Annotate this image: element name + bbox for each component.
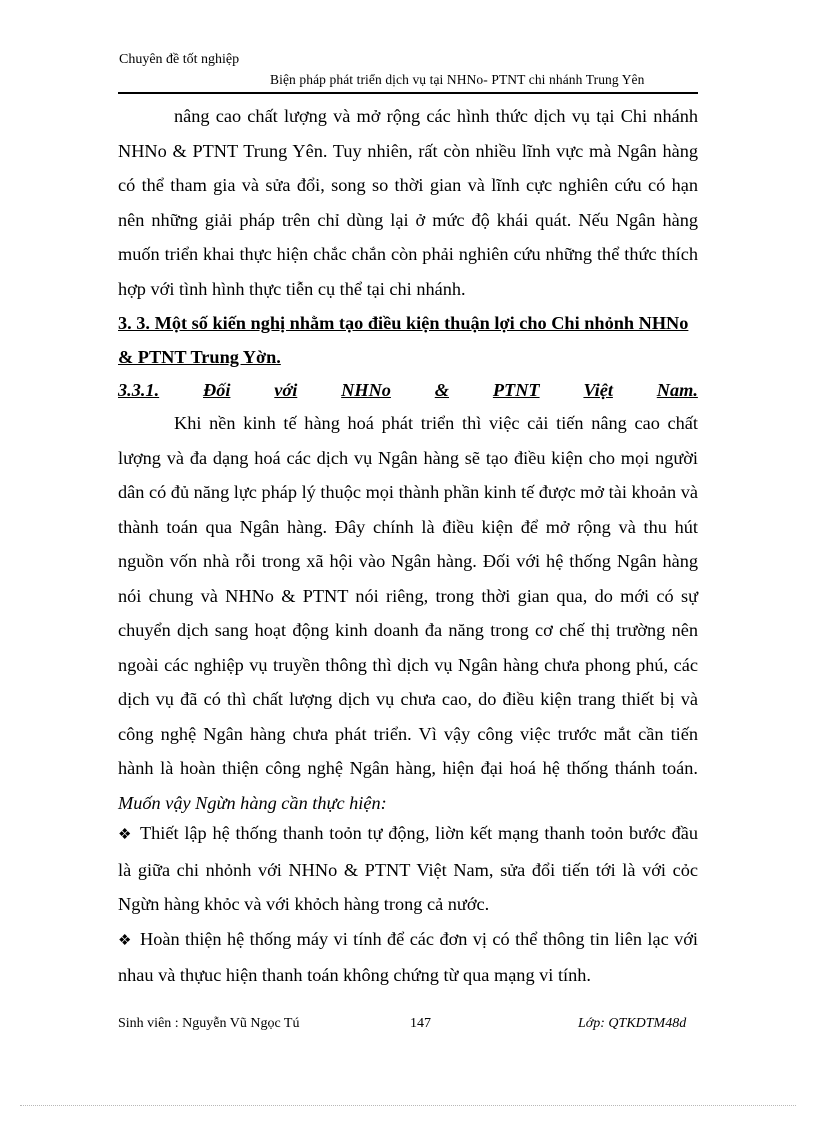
footer-page-number: 147 bbox=[410, 1016, 431, 1031]
heading-word: PTNT bbox=[492, 380, 540, 400]
heading-word: Việt bbox=[583, 380, 613, 400]
paragraph-intro bbox=[118, 99, 698, 306]
bullet-list bbox=[118, 816, 698, 993]
heading-word: & bbox=[434, 380, 450, 400]
list-item bbox=[118, 816, 698, 922]
footer-student: Sinh viên : Nguyễn Vũ Ngọc Tú bbox=[118, 1016, 300, 1031]
diamond-bullet-icon: ❖ bbox=[118, 827, 132, 843]
paragraph-main bbox=[118, 406, 698, 820]
paragraph-2-text bbox=[118, 406, 698, 820]
heading-word: Đối bbox=[203, 380, 231, 400]
section-heading-3-3: 3. 3. Một số kiến nghị nhằm tạo điều kiện thuận lợi cho Chi nhỏnh NHNo & PTNT Trung Yờn. bbox=[118, 313, 689, 367]
paragraph-1-text: nâng cao chất lượng và mở rộng các hình thức dịch vụ tại Chi nhánh NHNo & PTNT Trung Yên. Tuy nhiên, rất còn nhiều lĩnh vực mà Ngân hàng có thể tham gia và sửa đổi, song so thời gian và lĩnh cực nghiên cứu có hạn nên những giải pháp trên chỉ dùng lại ở mức độ khái quát. Nếu Ngân hàng muốn triển khai thực hiện chắc chắn còn phải nghiên cứu những thể thức thích hợp với tình hình thực tiễn cụ thể tại chi nhánh. bbox=[118, 106, 698, 299]
heading-word: NHNo bbox=[341, 380, 391, 400]
paragraph-2-body: Khi nền kinh tế hàng hoá phát triển thì việc cải tiến nâng cao chất lượng và đa dạng hoá các dịch vụ Ngân hàng sẽ tạo điều kiện cho mọi người dân có đủ năng lực pháp lý thuộc mọi thành phần kinh tế được mở tài khoản và thành toán qua Ngân hàng. Đây chính là điều kiện để mở rộng và thu hút nguồn vốn nhà rỗi trong xã hội vào Ngân hàng. Đối với hệ thống Ngân hàng nói chung và NHNo & PTNT nói riêng, trong thời gian qua, do mới có sự chuyển dịch sang hoạt động kinh doanh đa năng trong cơ chế thị trường nên ngoài các nghiệp vụ truyền thông thì dịch vụ Ngân hàng chưa phong phú, các dịch vụ đã có thì chất lượng dịch vụ chưa cao, do điều kiện trang thiết bị và công nghệ Ngân hàng chưa phát triển. Vì vậy công việc trước mắt cần tiến hành là hoàn thiện công nghệ Ngân hàng, hiện đại hoá hệ thống thánh toán. bbox=[118, 413, 698, 778]
header-divider bbox=[118, 92, 698, 94]
heading-number: 3.3.1. bbox=[118, 380, 160, 400]
diamond-bullet-icon: ❖ bbox=[118, 932, 132, 949]
header-title-right: Biện pháp phát triển dịch vụ tại NHNo- PTNT chi nhánh Trung Yên bbox=[270, 72, 645, 87]
paragraph-2-lead: Muốn vậy Ngừn hàng cần thực hiện: bbox=[118, 792, 387, 813]
heading-word: với bbox=[274, 380, 298, 400]
subsection-heading-3-3-1 bbox=[118, 375, 698, 405]
list-item bbox=[118, 922, 698, 993]
header-title-left: Chuyên đề tốt nghiệp bbox=[119, 52, 240, 67]
footer-class: Lớp: QTKDTM48d bbox=[578, 1016, 687, 1031]
heading-word: Nam. bbox=[656, 380, 698, 400]
page-bottom-dotted-line bbox=[20, 1105, 796, 1106]
list-item-text: Thiết lập hệ thống thanh toỏn tự động, liờn kết mạng thanh toỏn bước đầu là giữa chi nhỏnh với NHNo & PTNT Việt Nam, sửa đổi tiến tới là với cỏc Ngừn hàng khỏc và với khỏch hàng trong cả nước. bbox=[118, 823, 698, 914]
list-item-text: Hoàn thiện hệ thống máy vi tính để các đơn vị có thể thông tin liên lạc với nhau và thựuc hiện thanh toán không chứng từ qua mạng vi tính. bbox=[118, 928, 698, 985]
